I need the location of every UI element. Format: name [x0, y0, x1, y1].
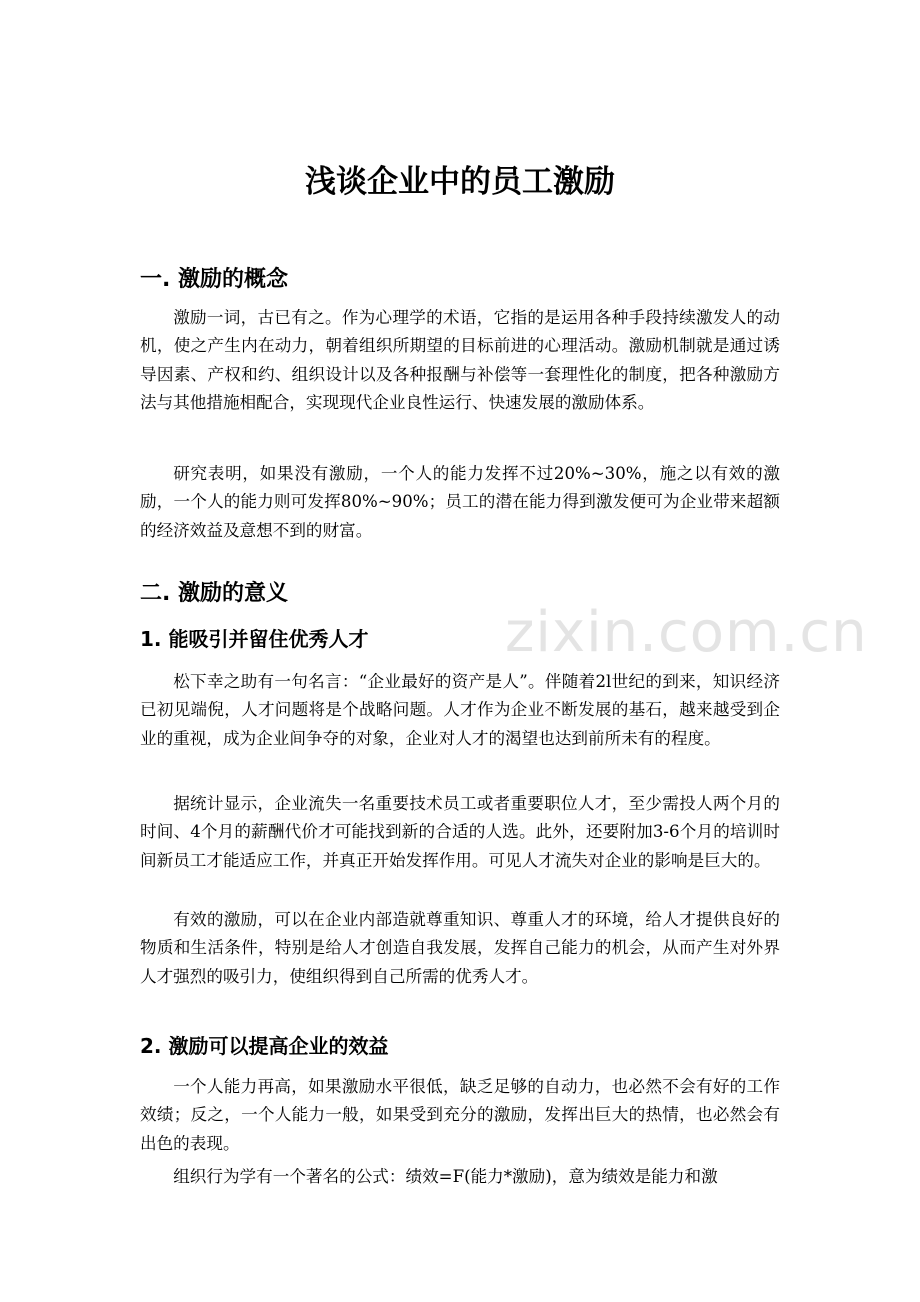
paragraph: 研究表明，如果没有激励，一个人的能力发挥不过20%~30%，施之以有效的激励，一个人的能力则可发挥80%~90%；员工的潜在能力得到激发便可为企业带来超额的经济效益及意想不到的财富。: [140, 464, 780, 540]
section-heading-concept: 一. 激励的概念: [140, 267, 289, 292]
paragraph: 激励一词，古已有之。作为心理学的术语，它指的是运用各种手段持续激发人的动机，使之产生内在动力，朝着组织所期望的目标前进的心理活动。激励机制就是通过诱导因素、产权和约、组织设计以及各种报酬与补偿等一套理性化的制度，把各种激励方法与其他措施相配合，实现现代企业良性运行、快速发展的激励体系。: [140, 308, 780, 413]
subsection-heading-efficiency: 2. 激励可以提高企业的效益: [140, 1034, 389, 1058]
watermark: zixin.com.cn: [505, 600, 868, 665]
paragraph: 松下幸之助有一句名言：“企业最好的资产是人”。伴随着2l世纪的到来，知识经济已初见端倪，人才问题将是个战略问题。人才作为企业不断发展的基石，越来越受到企业的重视，成为企业间争夺的对象，企业对人才的渴望也达到前所未有的程度。: [140, 672, 780, 748]
paragraph: 据统计显示，企业流失一名重要技术员工或者重要职位人才，至少需投人两个月的时间、4个月的薪酬代价才可能找到新的合适的人选。此外，还要附加3-6个月的培训时间新员工才能适应工作，并真正开始发挥作用。可见人才流失对企业的影响是巨大的。: [140, 794, 780, 870]
paragraph: 一个人能力再高，如果激励水平很低，缺乏足够的自动力，也必然不会有好的工作效绩；反之，一个人能力一般，如果受到充分的激励，发挥出巨大的热情，也必然会有出色的表现。: [140, 1077, 780, 1153]
paragraph: 组织行为学有一个著名的公式：绩效=F(能力*激励)，意为绩效是能力和激: [173, 1167, 718, 1186]
document-title: 浅谈企业中的员工激励: [305, 164, 615, 200]
section-heading-significance: 二. 激励的意义: [140, 581, 289, 606]
subsection-heading-talent: 1. 能吸引并留住优秀人才: [140, 627, 369, 651]
paragraph: 有效的激励，可以在企业内部造就尊重知识、尊重人才的环境，给人才提供良好的物质和生活条件，特别是给人才创造自我发展，发挥自己能力的机会，从而产生对外界人才强烈的吸引力，使组织得到自己所需的优秀人才。: [140, 910, 780, 986]
